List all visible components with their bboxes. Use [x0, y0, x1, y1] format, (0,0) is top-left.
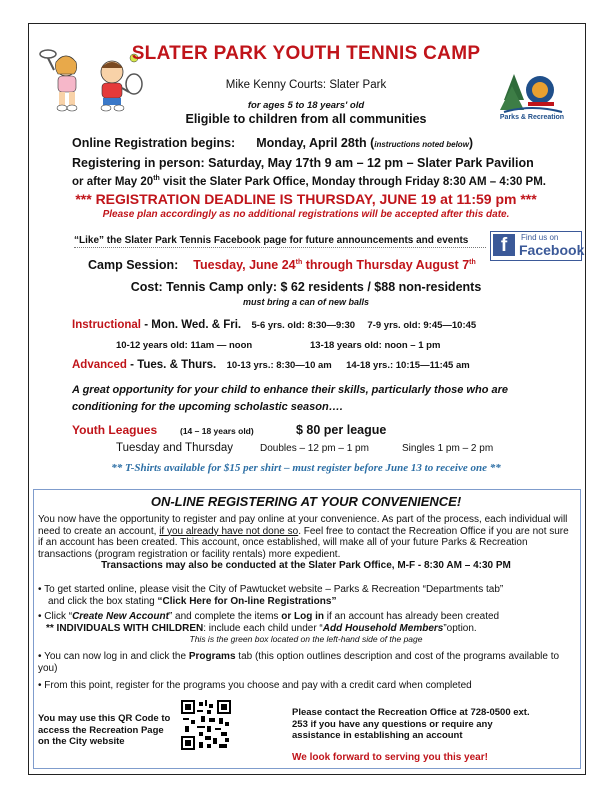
advanced-slot-2: 14-18 yrs.: 10:15—11:45 am [346, 360, 470, 371]
dotted-divider [74, 247, 486, 248]
location-line: Mike Kenny Courts: Slater Park [225, 79, 387, 91]
youth-leagues-label: Youth Leagues [72, 423, 158, 437]
online-note: instructions noted below [374, 140, 469, 149]
bullet-account-e: if an account has already been created [324, 611, 500, 622]
logo-caption: Parks & Recreation [499, 114, 565, 121]
intro-part-b: . Feel free to contact the Recreation Office if you are not sure if an account has been created. This account, once established, will make all of your future Parks & Recreation transactions (program registration or facility rentals) more expedient. [38, 525, 569, 560]
bullet-account-g: : include each child under “ [203, 622, 323, 634]
online-heading: ON-LINE REGISTERING AT YOUR CONVENIENCE! [150, 494, 462, 509]
instructional-line [72, 319, 476, 331]
online-close: ) [468, 136, 474, 150]
advanced-days: - Tues. & Thurs. [126, 359, 217, 371]
youth-leagues-ages: (14 – 18 years old) [180, 426, 254, 436]
advanced-line [72, 359, 470, 371]
online-date: Monday, April 28th ( [256, 136, 375, 150]
advanced-slot-1: 10-13 yrs.: 8:30—10 am [226, 360, 332, 371]
camp-session-line [88, 258, 476, 272]
leagues-singles: Singles 1 pm – 2 pm [402, 443, 494, 454]
deadline-line: *** REGISTRATION DEADLINE IS THURSDAY, JUNE 19 at 11:59 pm *** [75, 191, 537, 207]
advanced-label: Advanced [72, 359, 127, 371]
facebook-badge-big: Facebook [519, 242, 585, 258]
contact-info: Please contact the Recreation Office at 728-0500 ext. 253 if you have any questions or require any assistance in establishing an account [292, 707, 530, 741]
qr-code-icon[interactable] [181, 700, 231, 750]
instructional-label: Instructional [72, 319, 142, 331]
after-pre: or after May 20 [72, 175, 154, 188]
green-box-note: This is the green box located on the left-hand side of the page [189, 634, 423, 644]
create-account-link[interactable]: Create New Account [72, 611, 169, 622]
after-may-line [72, 175, 546, 188]
bullet-create-account [38, 611, 570, 634]
session-mid: through Thursday August 7 [302, 258, 470, 272]
session-end-sup: th [469, 258, 476, 266]
qr-caption: You may use this QR Code to access the Recreation Page on the City website [38, 713, 171, 747]
bullet-account-a: • Click “ [38, 611, 73, 622]
bullet-account-i: ”option. [443, 622, 477, 634]
bullet-register: • From this point, register for the programs you choose and pay with a credit card when completed [38, 680, 472, 691]
programs-tab-label: Programs [188, 651, 236, 662]
intro-underlined: if you already have not done so [159, 525, 299, 537]
find-us-on-facebook-badge[interactable] [490, 231, 585, 261]
log-in-link[interactable]: or Log in [281, 611, 324, 622]
add-household-members-label: Add Household Members [322, 622, 444, 634]
after-post: visit the Slater Park Office, Monday through Friday 8:30 AM – 4:30 PM. [159, 175, 546, 188]
tshirt-note: ** T-Shirts available for $15 per shirt – must register before June 13 to receive one ** [111, 462, 501, 474]
closing-line: We look forward to serving you this year! [292, 752, 488, 763]
bullet-website-a: • To get started online, please visit the City of Pawtucket website – Parks & Recreation “Departments tab” [38, 584, 504, 595]
leagues-doubles: Doubles – 12 pm – 1 pm [260, 443, 369, 454]
bullet-programs-c: tab (this option outlines description and cost of the programs available to you) [38, 651, 560, 674]
facebook-icon: f [493, 234, 515, 256]
instructional-slot-1: 5-6 yrs. old: 8:30—9:30 [251, 320, 356, 331]
opportunity-line-1: A great opportunity for your child to enhance their skills, particularly those who are [72, 384, 509, 396]
facebook-badge-small: Find us on [521, 233, 559, 242]
opportunity-line-2: conditioning for the upcoming scholastic season…. [72, 401, 343, 413]
ages-line: for ages 5 to 18 years' old [247, 100, 365, 111]
bullet-website-link[interactable]: “Click Here for On-line Registrations” [157, 595, 337, 607]
deadline-note: Please plan accordingly as no additional registrations will be accepted after this date. [102, 209, 510, 220]
bullet-account-f: ** INDIVIDUALS WITH CHILDREN [46, 622, 204, 634]
online-registration-line [72, 136, 473, 150]
cost-line: Cost: Tennis Camp only: $ 62 residents / $88 non-residents [130, 280, 482, 294]
facebook-like-text: “Like” the Slater Park Tennis Facebook page for future announcements and events [74, 235, 469, 246]
instructional-slot-2: 7-9 yrs. old: 9:45—10:45 [367, 320, 477, 331]
after-sup: th [153, 175, 160, 182]
bullet-website-b: and click the box stating [48, 595, 158, 607]
session-start: Tuesday, June 24 [193, 258, 296, 272]
bullet-programs-a: • You can now log in and click the [38, 651, 189, 662]
bullet-website [38, 584, 570, 607]
session-label: Camp Session: [88, 258, 179, 272]
in-person-line: Registering in person: Saturday, May 17th 9 am – 12 pm – Slater Park Pavilion [72, 156, 534, 170]
transactions-line: Transactions may also be conducted at the Slater Park Office, M-F - 8:30 AM – 4:30 PM [101, 560, 511, 571]
bullet-programs [38, 651, 570, 674]
online-intro-paragraph [38, 514, 572, 560]
youth-leagues-price: $ 80 per league [296, 423, 387, 437]
instructional-slot-3: 10-12 years old: 11am — noon [116, 340, 253, 351]
cost-note: must bring a can of new balls [242, 297, 370, 307]
online-label: Online Registration begins: [72, 136, 236, 150]
page-title: SLATER PARK YOUTH TENNIS CAMP [131, 43, 481, 64]
session-start-sup: th [295, 258, 303, 266]
bullet-account-c: ” and complete the items [168, 611, 282, 622]
intro-part-a: You now have the opportunity to register and pay online at your convenience. As part of the process, each individual will need to create an account, [38, 514, 568, 537]
leagues-days: Tuesday and Thursday [116, 442, 233, 454]
instructional-days: - Mon. Wed. & Fri. [141, 319, 242, 331]
instructional-slot-4: 13-18 years old: noon – 1 pm [310, 340, 441, 351]
eligibility-line: Eligible to children from all communities [185, 112, 427, 126]
